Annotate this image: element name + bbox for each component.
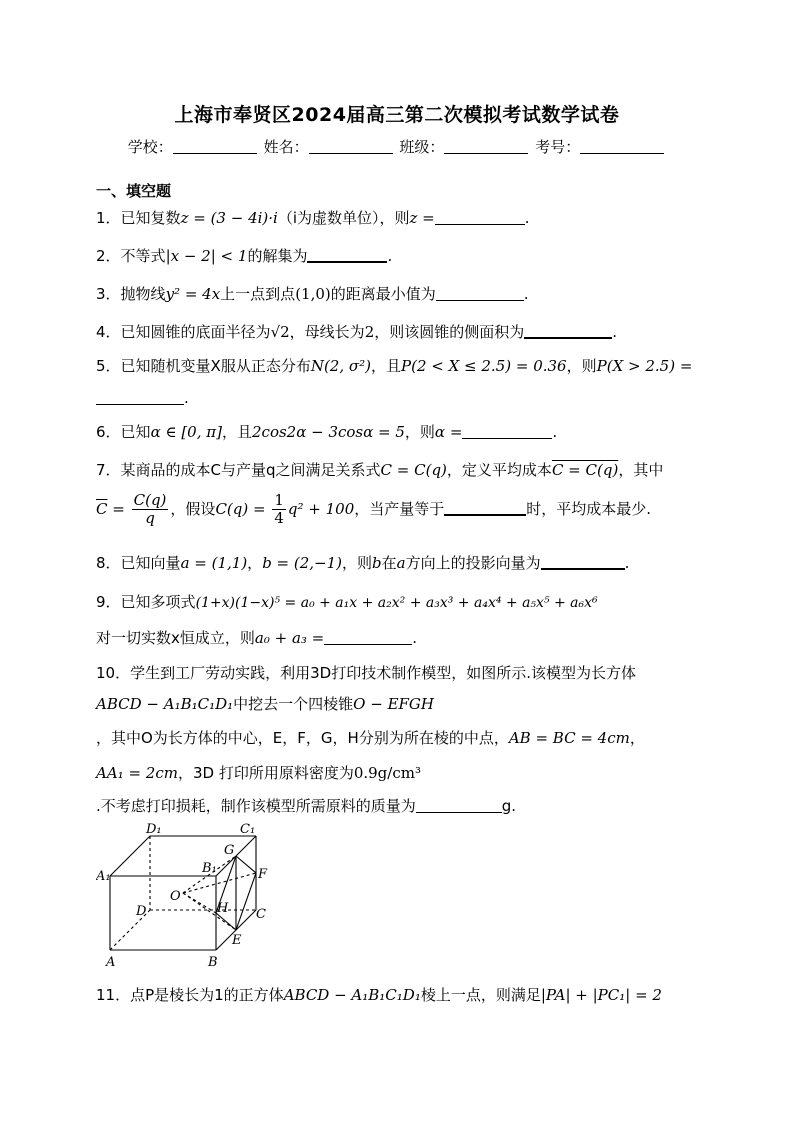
- fraction: $\frac{C(q)}{q}$: [133, 491, 167, 527]
- formula: |x − 2| < 1: [165, 247, 248, 265]
- question-number: 1．: [96, 209, 121, 227]
- question-10-cont-2: ，其中O为长方体的中心，E，F，G，H分别为所在棱的中点，AB = BC = 4cm，: [96, 729, 645, 747]
- formula: P(2 < X ≤ 2.5) = 0.36: [401, 357, 567, 375]
- question-number: 7．: [96, 461, 121, 479]
- formula: C(q) =: [215, 500, 266, 518]
- question-text: ，则该圆锥的侧面积为: [374, 323, 525, 341]
- question-number: 5．: [96, 357, 121, 375]
- question-text: ，且: [371, 357, 402, 375]
- question-text: 中挖去一个四棱锥: [233, 695, 354, 713]
- formula: q² + 100: [287, 500, 355, 518]
- label-b: B: [208, 955, 218, 970]
- label-g: G: [224, 843, 235, 858]
- question-number: 11．: [96, 986, 131, 1004]
- question-text: 上一点到点: [220, 285, 296, 303]
- formula: 0.9g/cm³: [353, 764, 421, 782]
- label-f: F: [258, 867, 268, 882]
- answer-blank: [524, 323, 612, 339]
- cuboid-figure: [96, 820, 276, 972]
- name-blank: [309, 139, 393, 154]
- question-3: 3．抛物线y² = 4x上一点到点(1,0)的距离最小值为 .: [96, 285, 529, 303]
- question-text: 棱上一点，则满足: [420, 986, 541, 1004]
- question-text: ，其中O为长方体的中心，E，F，G，H分别为所在棱的中点，: [96, 729, 509, 747]
- question-text: ，定义平均成本: [446, 461, 552, 479]
- label-c1: C₁: [240, 822, 256, 837]
- question-text: 已知圆锥的底面半径为: [120, 323, 271, 341]
- formula: |PA| + |PC₁| = 2: [540, 986, 662, 1004]
- formula: AB = BC = 4cm: [508, 729, 630, 747]
- question-text: （i为虚数单位），则: [277, 209, 410, 227]
- formula: b = (2,−1): [262, 554, 343, 572]
- answer-blank: [436, 286, 524, 301]
- formula: ABCD − A₁B₁C₁D₁: [96, 695, 234, 713]
- exam-number-label: 考号：: [535, 138, 581, 156]
- answer-blank: [324, 630, 412, 645]
- question-6: 6．已知α ∈ [0, π]，且2cos2α − 3cosα = 5，则α = .: [96, 423, 558, 441]
- question-7: [96, 459, 694, 480]
- answer-blank: [435, 210, 525, 225]
- question-7-cont: $\overline{C}$ = $\frac{C(q)}{q}$ ，假设C(q) = $\frac{1}{4}$ q² + 100，当产量等于 时，平均成本最少.: [96, 491, 652, 527]
- question-text: ，其中: [618, 461, 664, 479]
- unit-text: g.: [501, 797, 517, 815]
- question-9-cont: 对一切实数x恒成立，则a₀ + a₃ = .: [96, 629, 418, 647]
- section-heading: 一、填空题: [96, 182, 172, 200]
- question-text: ，且: [221, 423, 252, 441]
- formula: O − EFGH: [353, 695, 434, 713]
- formula: a₀ + a₃ =: [254, 629, 325, 647]
- question-11: [96, 984, 694, 1005]
- question-2: 2．不等式|x − 2| < 1的解集为 .: [96, 247, 393, 265]
- question-text: ，当产量等于: [354, 500, 445, 518]
- class-blank: [444, 139, 528, 154]
- question-text: 时，平均成本最少.: [526, 500, 652, 518]
- question-9: [96, 591, 694, 612]
- name-label: 姓名：: [263, 138, 309, 156]
- vector-b: b: [372, 554, 382, 572]
- question-text: 某商品的成本C与产量q之间满足关系式: [120, 461, 381, 479]
- formula: P(X > 2.5) =: [596, 357, 693, 375]
- exam-number-blank: [580, 139, 664, 154]
- answer-blank: [416, 798, 502, 813]
- question-10: [96, 662, 694, 683]
- formula: α ∈ [0, π]: [150, 423, 222, 441]
- question-text: ，母线长为: [289, 323, 365, 341]
- formula: C = C(q): [380, 461, 447, 479]
- formula: AA₁ = 2cm: [96, 764, 178, 782]
- label-d1: D₁: [146, 822, 162, 837]
- question-number: 10．: [96, 664, 131, 682]
- formula: z = (3 − 4i)·i: [180, 209, 278, 227]
- question-text: 不等式: [120, 247, 166, 265]
- question-number: 2．: [96, 247, 121, 265]
- question-text: 点P是棱长为1的正方体: [130, 986, 284, 1004]
- formula: y² = 4x: [165, 285, 221, 303]
- question-text: 的解集为: [247, 247, 308, 265]
- label-h: H: [217, 901, 229, 916]
- formula: α =: [434, 423, 463, 441]
- label-b1: B₁: [202, 861, 217, 876]
- label-e: E: [232, 933, 242, 948]
- formula: ABCD − A₁B₁C₁D₁: [283, 986, 421, 1004]
- formula: (1+x)(1−x)⁵ = a₀ + a₁x + a₂x² + a₃x³ + a₄x⁴ + a₅x⁵ + a₆x⁶: [195, 595, 598, 611]
- question-number: 4．: [96, 323, 121, 341]
- question-text: ，则: [566, 357, 597, 375]
- question-text: ，则: [404, 423, 435, 441]
- label-d: D: [136, 904, 147, 919]
- class-label: 班级：: [399, 138, 445, 156]
- formula: (1,0): [295, 285, 331, 303]
- question-text: 已知随机变量X服从正态分布: [120, 357, 311, 375]
- question-text: 已知多项式: [120, 593, 196, 611]
- cuboid-diagram: [96, 820, 276, 972]
- question-4: 4．已知圆锥的底面半径为√2，母线长为2，则该圆锥的侧面积为 .: [96, 323, 618, 341]
- label-o: O: [170, 889, 181, 904]
- question-5-answer-line: .: [96, 389, 694, 407]
- formula: √2: [270, 323, 290, 341]
- question-text: ，3D 打印所用原料密度为: [177, 764, 354, 782]
- label-a: A: [106, 955, 116, 970]
- exam-title: 上海市奉贤区2024届高三第二次模拟考试数学试卷: [174, 104, 620, 126]
- avg-cost-symbol: $\overline{C}$: [96, 500, 108, 518]
- question-10-cont-1: [96, 693, 694, 714]
- question-10-cont-4: [96, 795, 694, 816]
- school-blank: [173, 139, 257, 154]
- question-text: ，则: [342, 554, 373, 572]
- student-info-row: [0, 136, 794, 157]
- question-number: 6．: [96, 423, 121, 441]
- answer-blank: [462, 424, 552, 439]
- question-number: 8．: [96, 554, 121, 572]
- question-text: 已知: [120, 423, 151, 441]
- school-label: 学校：: [127, 138, 173, 156]
- answer-blank: [96, 390, 184, 405]
- question-number: 3．: [96, 285, 121, 303]
- question-number: 9．: [96, 593, 121, 611]
- label-a1: A₁: [96, 869, 111, 884]
- question-1: 1．已知复数z = (3 − 4i)·i（i为虚数单位），则z = .: [96, 209, 530, 227]
- question-text: 对一切实数x恒成立，则: [96, 629, 255, 647]
- vector-a: a: [396, 554, 406, 572]
- formula: 2: [364, 323, 375, 341]
- question-10-cont-3: [96, 762, 694, 783]
- question-text: 在: [381, 554, 397, 572]
- formula: C = C(q): [551, 461, 619, 479]
- question-text: 学生到工厂劳动实践，利用3D打印技术制作模型，如图所示.该模型为长方体: [130, 664, 636, 682]
- question-5: [96, 355, 694, 376]
- formula: a = (1,1): [180, 554, 248, 572]
- formula: 2cos2α − 3cosα = 5: [252, 423, 405, 441]
- question-text: 抛物线: [120, 285, 166, 303]
- answer-blank: [541, 554, 625, 570]
- question-text: 已知复数: [120, 209, 181, 227]
- answer-blank: [444, 500, 526, 516]
- fraction: $\frac{1}{4}$: [274, 491, 284, 527]
- question-text: 已知向量: [120, 554, 181, 572]
- answer-blank: [307, 247, 387, 263]
- question-8: 8．已知向量a = (1,1)，b = (2,−1)，则b在a方向上的投影向量为 .: [96, 554, 630, 572]
- question-text: .不考虑打印损耗，制作该模型所需原料的质量为: [96, 797, 416, 815]
- question-text: ，假设: [170, 500, 216, 518]
- label-c: C: [256, 907, 266, 922]
- formula: N(2, σ²): [310, 357, 371, 375]
- question-text: 的距离最小值为: [330, 285, 436, 303]
- question-text: 方向上的投影向量为: [405, 554, 541, 572]
- formula: z =: [409, 209, 435, 227]
